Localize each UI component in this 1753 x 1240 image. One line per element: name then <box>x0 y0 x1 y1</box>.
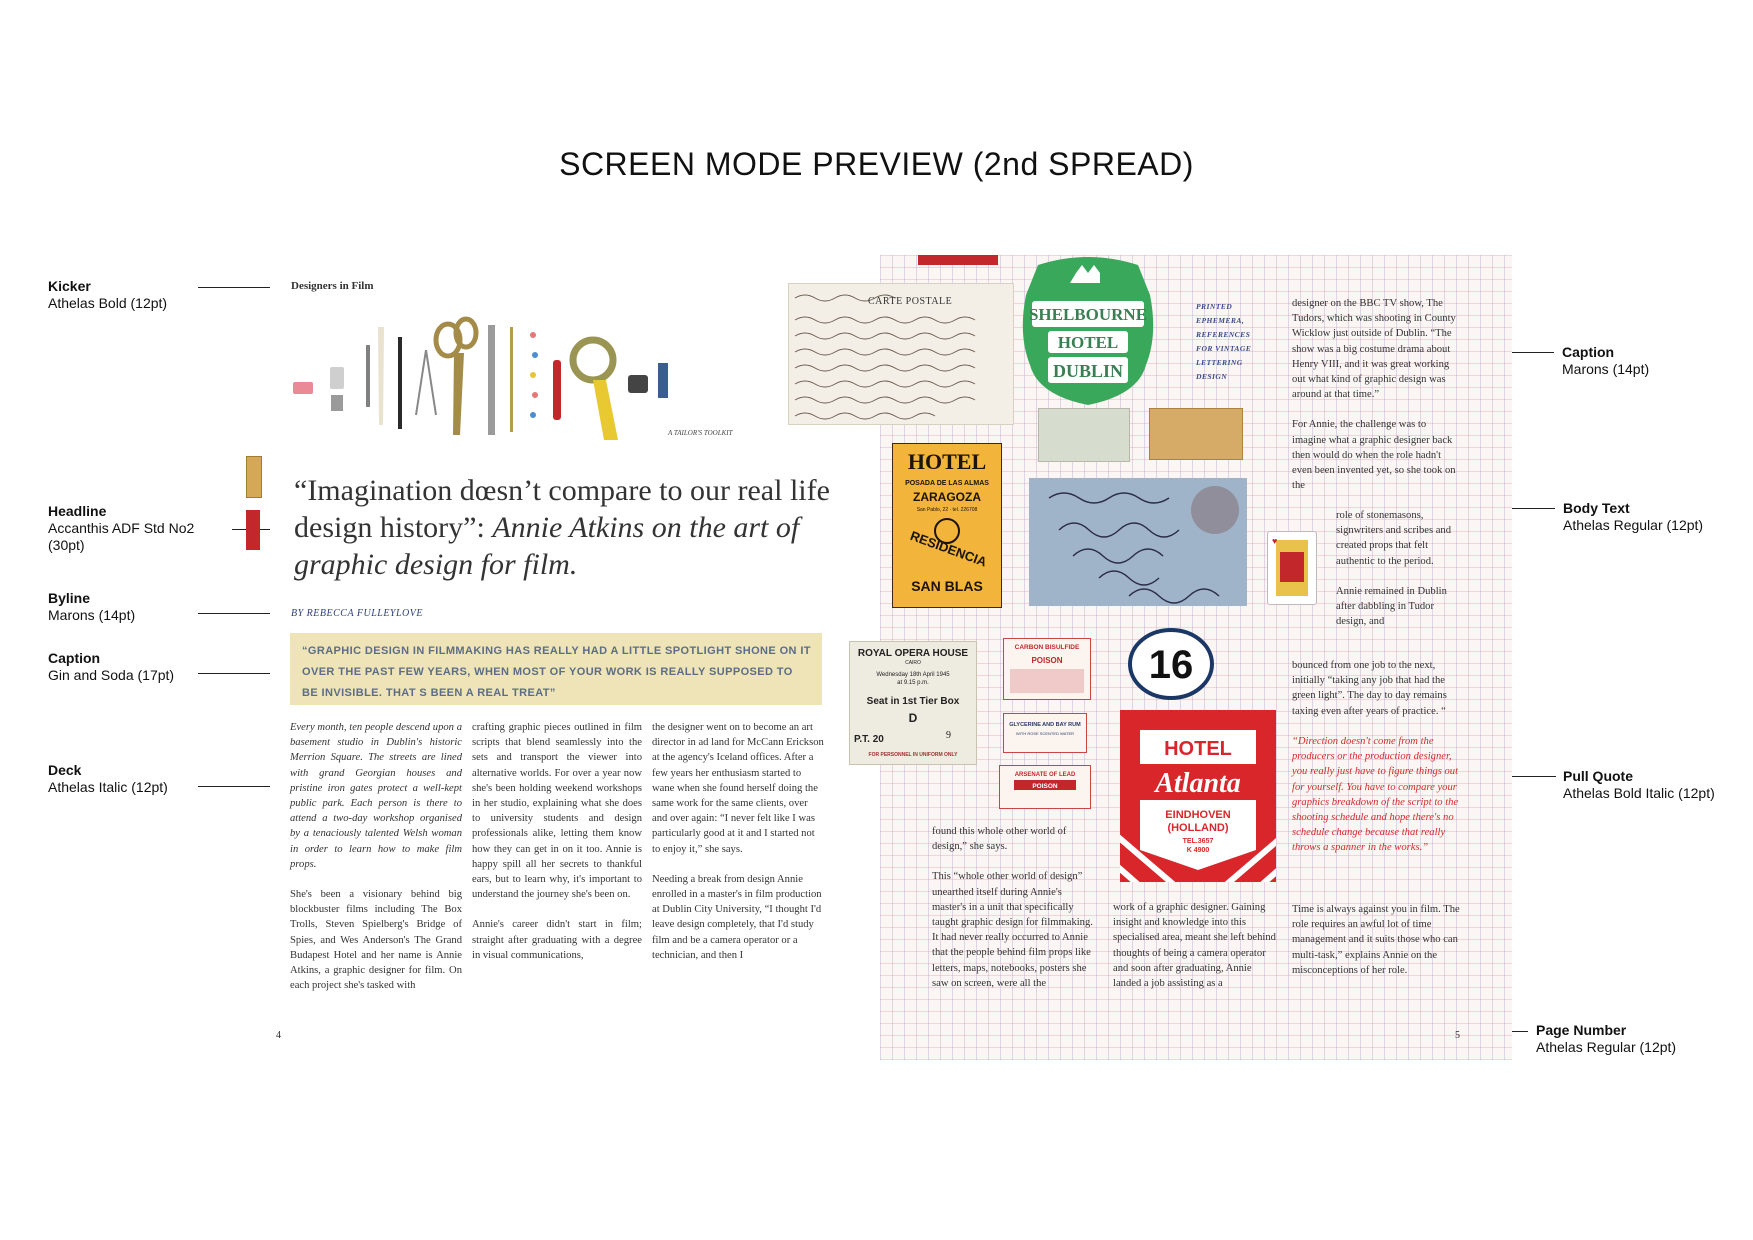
ticket-thumbnail <box>246 456 262 498</box>
posada-text: HOTEL <box>907 449 987 474</box>
annotation-desc: Athelas Bold (12pt) <box>48 295 168 311</box>
annotation-desc: Marons (14pt) <box>48 607 136 623</box>
annotation-byline <box>48 590 135 624</box>
annotation-label: Byline <box>48 590 91 606</box>
body-paragraph: For Annie, the challenge was to imagine what a graphic designer back then would do when the role hadn't even been invented yet, so she took on the <box>1292 419 1456 492</box>
annotation-desc: Gin and Soda (17pt) <box>48 667 175 683</box>
svg-text:♥: ♥ <box>1272 536 1278 546</box>
annotation-deck <box>48 762 168 796</box>
toolkit-caption: A TAILOR'S TOOLKIT <box>668 429 733 437</box>
ephemera-caption-line: DESIGN <box>1196 372 1228 381</box>
headline-roman: “Imagination dœsn’t compare to our real life design history”: <box>294 474 830 544</box>
ephemera-caption-line: REFERENCES <box>1196 330 1251 339</box>
body-column-right-3c <box>1292 902 1462 993</box>
opera-text: ROYAL OPERA HOUSE <box>857 648 969 659</box>
train-ticket <box>1038 408 1130 462</box>
posada-text: SAN BLAS <box>911 578 983 594</box>
atlanta-text: TEL.3657 <box>1182 838 1214 845</box>
ephemera-caption-line: EPHEMERA, <box>1196 316 1245 325</box>
annotation-kicker <box>48 278 167 312</box>
poison-text: ARSENATE OF LEAD <box>1014 772 1076 778</box>
caption-text: “GRAPHIC DESIGN IN FILMMAKING HAS REALLY HAD A LITTLE SPOTLIGHT SHONE ON IT OVER THE PAST FEW YEARS, WHEN MOST OF YOUR WORK IS REALLY SUPPOSED TO BE INVISIBLE. THAT S BEEN A REAL TREAT” <box>302 645 811 699</box>
annotation-label: Pull Quote <box>1563 768 1633 784</box>
body-column-right-1 <box>932 824 1097 1006</box>
annotation-desc: (30pt) <box>48 537 85 553</box>
annotation-label: Headline <box>48 503 107 519</box>
pull-quote: “Direction doesn't come from the producers or the production designer, you really just have to figure things out for yourself. You have to compare your graphics breakdown of the script to the shooting schedule and hope there's no schedule change because that really throws a spanner in the works.” <box>1292 736 1459 854</box>
poison-text: CARBON BISULFIDE <box>1014 644 1080 651</box>
glycerine-label <box>1003 713 1087 753</box>
headline <box>294 472 834 583</box>
leader-line <box>198 786 272 787</box>
hotel-posada-label <box>892 443 1002 608</box>
body-paragraph: Needing a break from design Annie enrolled in a master's in film production at Dublin City University, “I thought I'd leave design completely, that I'd study film and be a camera operator or a technician, and then I <box>652 873 822 961</box>
body-column-right-3b <box>1292 658 1462 734</box>
annotation-page-number <box>1536 1022 1676 1056</box>
body-column-right-3-indent <box>1336 508 1464 629</box>
opera-ticket <box>849 641 977 765</box>
atlanta-text: Atlanta <box>1155 768 1241 799</box>
body-paragraph: This “whole other world of design” unearthed itself during Annie's master's in a unit that specifically taught graphic design for filmmaking. It had never really occurred to Annie that the people behind film props like letters, maps, notebooks, posters she saw on screen, were all the <box>932 871 1093 989</box>
opera-text: P.T. 20 <box>854 734 884 745</box>
poison-text: WITH ROSE SCENTED WATER <box>1016 731 1074 736</box>
annotation-label: Caption <box>48 650 101 666</box>
page-number-right: 5 <box>1455 1030 1460 1041</box>
body-paragraph: She's been a visionary behind big blockbuster films including The Box Trolls, Steven Spielberg's Bridge of Spies, and Wes Anderson's The Grand Budapest Hotel and her name is Annie Atkins, a graphic designer for film. On each project she's tasked with <box>290 889 462 992</box>
body-paragraph: Annie's career didn't start in film; straight after graduating with a degree in visual communications, <box>472 919 642 961</box>
annotation-caption-left <box>48 650 174 684</box>
body-paragraph: work of a graphic designer. Gaining insight and knowledge into this specialised area, meant she left behind thoughts of being a camera operator and soon after graduating, Annie landed a job assisting as a <box>1113 902 1276 990</box>
body-paragraph: Annie remained in Dublin after dabbling in Tudor design, and <box>1336 585 1447 628</box>
annotation-desc: Athelas Regular (12pt) <box>1563 517 1704 533</box>
leader-line <box>198 673 272 674</box>
atlanta-text: (HOLLAND) <box>1167 822 1229 834</box>
posada-text: San Pablo, 22 · tel. 226708 <box>916 507 978 513</box>
annotation-label: Body Text <box>1563 500 1630 516</box>
body-paragraph: designer on the BBC TV show, The Tudors, which was shooting in County Wicklow just outside of Dublin. “The show was a big costume drama about Henry VIII, and it was great working out what kind of graphic design was around at that time.” <box>1292 298 1456 401</box>
poison-label <box>1003 638 1091 700</box>
poison-text: POISON <box>1031 656 1063 665</box>
page-title: SCREEN MODE PREVIEW (2nd SPREAD) <box>559 146 1194 182</box>
red-label-fragment <box>918 255 998 265</box>
body-paragraph: the designer went on to become an art director in ad land for McCann Erickson at the agency's Iceland offices. After a few years her enthusiasm started to wane when she found herself doing the same work for the same clients, over and over again: “I never felt like I was particularly good at it and I started not to enjoy it,” she says. <box>652 722 824 855</box>
body-column-right-2 <box>1113 900 1278 1006</box>
hotel-atlanta-label <box>1120 710 1276 882</box>
leader-line <box>198 287 270 288</box>
page-number-left: 4 <box>276 1030 281 1041</box>
poison-text: GLYCERINE AND BAY RUM <box>1009 722 1081 728</box>
shelbourne-hotel-label <box>1018 255 1158 407</box>
body-column-right-3 <box>1292 296 1462 493</box>
poison-text: POISON <box>1032 783 1058 790</box>
body-column-1 <box>290 720 462 1008</box>
body-column-2 <box>472 720 642 978</box>
body-paragraph: Time is always against you in film. The role requires an awful lot of time management and it suits those who can multi-task,” explains Annie on the misconceptions of her role. <box>1292 904 1460 976</box>
atlanta-text: K 4900 <box>1186 847 1210 854</box>
ephemera-caption <box>1196 300 1276 384</box>
opera-text: 9 <box>946 730 951 741</box>
annotation-desc: Athelas Regular (12pt) <box>1536 1039 1677 1055</box>
ephemera-caption-line: LETTERING <box>1196 358 1243 367</box>
deck: Every month, ten people descend upon a basement studio in Dublin's historic Merrion Square. The streets are lined with grand Georgian houses and pristine iron gates protect a well-kept public park. Each person is there to attend a two-day workshop organised by a tenaciously talented Welsh woman in order to learn how to make film props. <box>290 722 462 870</box>
body-paragraph: role of stonemasons, signwriters and scribes and created props that felt authentic to the period. <box>1336 510 1452 567</box>
annotation-label: Page Number <box>1536 1022 1627 1038</box>
annotation-desc: Athelas Italic (12pt) <box>48 779 168 795</box>
body-paragraph: crafting graphic pieces outlined in film scripts that blend seamlessly into the sets and transport the viewer into alternative worlds. For over a year now she's been holding weekend workshops in her studio, explaining what she does to university students and design professionals alike, letting them know how they can get in on it too. Annie is happy spill all her secrets to thankful ears, but to learn why, it's important to understand the journey she's been on. <box>472 722 642 901</box>
body-paragraph: found this whole other world of design,” she says. <box>932 826 1067 853</box>
kicker: Designers in Film <box>291 280 374 292</box>
body-column-3 <box>652 720 824 978</box>
annotation-headline <box>48 503 194 554</box>
atlanta-text: HOTEL <box>1164 738 1232 760</box>
annotation-desc: Marons (14pt) <box>1562 361 1650 377</box>
envelope <box>1029 478 1247 606</box>
number-plate <box>1128 628 1214 700</box>
annotation-pull-quote <box>1563 768 1715 802</box>
posada-text: POSADA DE LAS ALMAS <box>905 480 989 487</box>
opera-text: Wednesday 18th April 1945 <box>876 672 950 678</box>
postcard-label: CARTE POSTALE <box>868 296 953 307</box>
posada-text: RESIDENCIA <box>908 528 989 570</box>
tailors-toolkit-illustration <box>288 305 758 445</box>
label-thumbnail <box>246 510 260 550</box>
headline-italic: Annie Atkins on the art of graphic design for film. <box>294 511 800 581</box>
byline: BY REBECCA FULLEYLOVE <box>291 608 423 619</box>
annotation-label: Kicker <box>48 278 91 294</box>
ephemera-caption-line: PRINTED <box>1196 302 1233 311</box>
opera-text: D <box>908 711 918 725</box>
train-ticket <box>1149 408 1243 460</box>
annotation-label: Deck <box>48 762 82 778</box>
annotation-desc: Accanthis ADF Std No2 <box>48 520 195 536</box>
opera-text: CAIRO <box>905 660 921 666</box>
annotation-desc: Athelas Bold Italic (12pt) <box>1563 785 1715 801</box>
ephemera-caption-line: FOR VINTAGE <box>1196 344 1252 353</box>
annotation-body-text <box>1563 500 1703 534</box>
shelbourne-text: DUBLIN <box>1052 361 1124 381</box>
plate-number: 16 <box>1148 643 1194 687</box>
opera-text: at 9.15 p.m. <box>897 680 929 686</box>
opera-text: Seat in 1st Tier Box <box>866 696 960 707</box>
opera-text: FOR PERSONNEL IN UNIFORM ONLY <box>868 752 958 758</box>
shelbourne-text: SHELBOURNE <box>1028 305 1148 324</box>
annotation-label: Caption <box>1562 344 1615 360</box>
shelbourne-text: HOTEL <box>1057 333 1119 352</box>
arsenate-label <box>999 765 1091 809</box>
posada-text: ZARAGOZA <box>913 490 981 504</box>
annotation-caption-right <box>1562 344 1649 378</box>
leader-line <box>198 613 272 614</box>
playing-card <box>1267 531 1317 605</box>
body-paragraph: bounced from one job to the next, initially “taking any job that had the green light”. The day to day remains taxing even after years of practice. “ <box>1292 660 1447 717</box>
atlanta-text: EINDHOVEN <box>1165 809 1231 821</box>
